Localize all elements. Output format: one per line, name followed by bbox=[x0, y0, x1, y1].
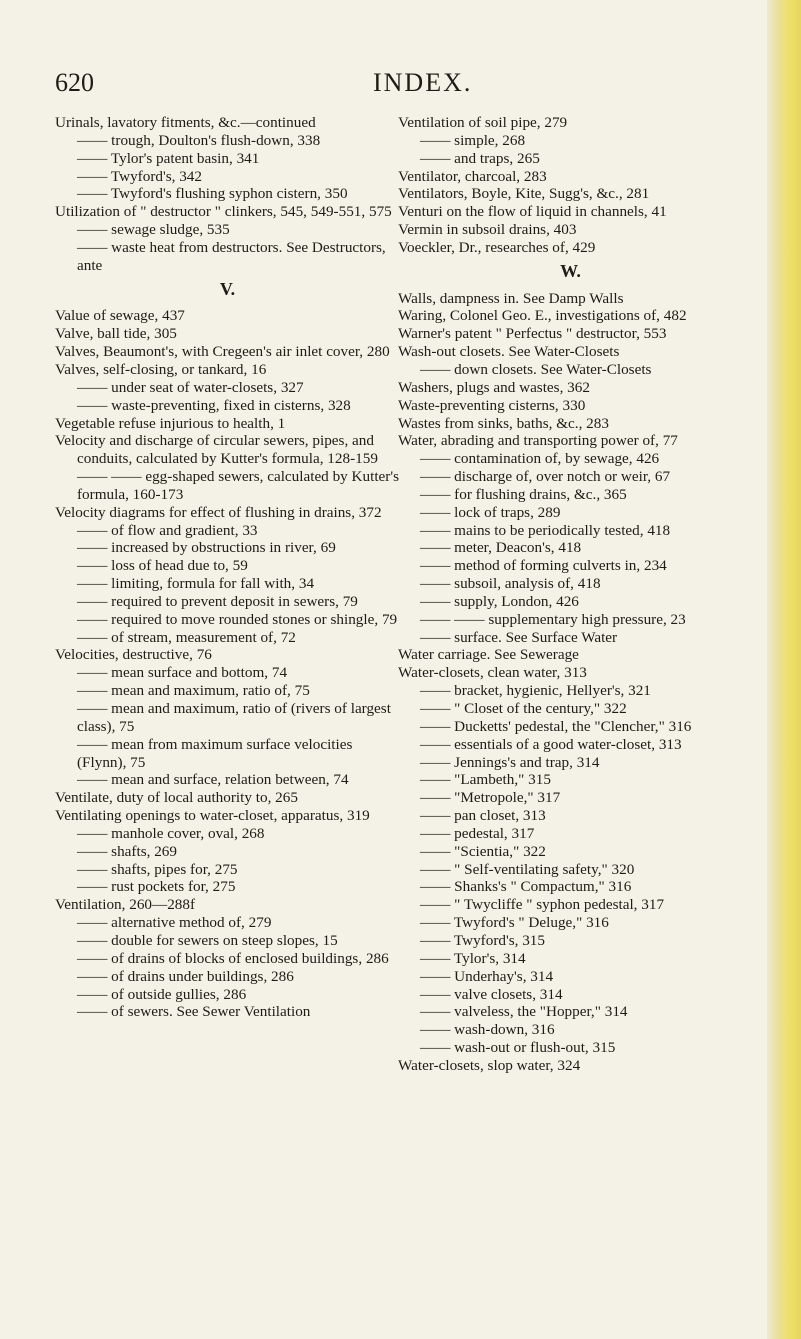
index-subentry: —— Tylor's, 314 bbox=[420, 949, 526, 967]
index-subentry: —— pan closet, 313 bbox=[420, 807, 546, 825]
index-subentry: —— valveless, the "Hopper," 314 bbox=[420, 1003, 628, 1021]
index-subentry: —— Twyford's flushing syphon cistern, 350 bbox=[77, 185, 348, 203]
page-number: 620 bbox=[55, 68, 94, 97]
index-subentry: —— "Scientia," 322 bbox=[420, 842, 546, 860]
page-edge bbox=[767, 0, 801, 1339]
index-subentry: —— required to move rounded stones or shingle, 79 bbox=[77, 610, 398, 628]
index-subentry: —— mean from maximum surface velocities (Flynn), 75 bbox=[77, 735, 357, 771]
index-subentry: —— of drains of blocks of enclosed buildings, 286 bbox=[77, 949, 389, 967]
index-subentry: —— shafts, pipes for, 275 bbox=[77, 860, 238, 878]
index-subentry: —— contamination of, by sewage, 426 bbox=[420, 450, 660, 468]
index-subentry: —— waste-preventing, fixed in cisterns, 328 bbox=[77, 396, 351, 414]
index-subentry: —— Twyford's, 342 bbox=[77, 167, 202, 185]
index-column-left bbox=[55, 114, 403, 1021]
index-subentry: —— sewage sludge, 535 bbox=[77, 221, 230, 239]
section-letter: V. bbox=[219, 278, 236, 299]
index-entry: Urinals, lavatory fitments, &c.—continued bbox=[55, 114, 316, 131]
index-entry: Ventilator, charcoal, 283 bbox=[398, 167, 547, 185]
index-subentry: —— mean and maximum, ratio of, 75 bbox=[77, 682, 310, 700]
index-subentry: —— bracket, hygienic, Hellyer's, 321 bbox=[420, 682, 651, 700]
index-entry: Ventilation of soil pipe, 279 bbox=[398, 114, 568, 131]
index-subentry: —— Shanks's " Compactum," 316 bbox=[420, 878, 632, 896]
index-column-right bbox=[398, 114, 743, 1075]
index-entry: Waring, Colonel Geo. E., investigations of, 482 bbox=[398, 307, 687, 325]
index-subentry: —— mean and maximum, ratio of (rivers of largest class), 75 bbox=[77, 700, 395, 735]
index-entry: Valves, Beaumont's, with Cregeen's air inlet cover, 280 bbox=[55, 343, 390, 361]
index-subentry: —— rust pockets for, 275 bbox=[77, 878, 236, 896]
index-entry: Valves, self-closing, or tankard, 16 bbox=[55, 360, 267, 378]
index-subentry: —— lock of traps, 289 bbox=[420, 503, 561, 521]
index-subentry: —— of drains under buildings, 286 bbox=[77, 967, 294, 985]
page-title: INDEX. bbox=[373, 68, 473, 97]
index-subentry: —— " Self-ventilating safety," 320 bbox=[420, 860, 635, 878]
index-entry: Venturi on the flow of liquid in channels, 41 bbox=[398, 203, 667, 221]
index-entry: Velocities, destructive, 76 bbox=[55, 646, 212, 664]
index-subentry: —— " Twycliffe " syphon pedestal, 317 bbox=[420, 896, 665, 914]
index-subentry: —— "Lambeth," 315 bbox=[420, 771, 551, 789]
index-entry: Ventilators, Boyle, Kite, Sugg's, &c., 281 bbox=[398, 185, 650, 203]
index-entry: Value of sewage, 437 bbox=[55, 307, 185, 325]
index-entry: Water-closets, clean water, 313 bbox=[398, 664, 587, 682]
index-subentry: —— mains to be periodically tested, 418 bbox=[420, 521, 671, 539]
index-subentry: —— loss of head due to, 59 bbox=[77, 557, 248, 575]
index-entry: Valve, ball tide, 305 bbox=[55, 325, 177, 343]
index-entry: Waste-preventing cisterns, 330 bbox=[398, 396, 586, 414]
index-subentry: —— of stream, measurement of, 72 bbox=[77, 628, 296, 646]
index-subentry: —— Twyford's " Deluge," 316 bbox=[420, 914, 609, 932]
index-subentry: —— and traps, 265 bbox=[420, 149, 540, 167]
index-subentry: —— required to prevent deposit in sewers, 79 bbox=[77, 592, 358, 610]
index-entry: Walls, dampness in. See Damp Walls bbox=[398, 289, 624, 307]
index-subentry: —— under seat of water-closets, 327 bbox=[77, 378, 304, 396]
index-subentry: —— pedestal, 317 bbox=[420, 824, 535, 842]
index-entry: Wastes from sinks, baths, &c., 283 bbox=[398, 414, 609, 432]
index-subentry: —— meter, Deacon's, 418 bbox=[420, 539, 582, 557]
index-entry: Ventilate, duty of local authority to, 265 bbox=[55, 789, 298, 807]
index-subentry: —— surface. See Surface Water bbox=[420, 628, 618, 646]
index-subentry: —— —— supplementary high pressure, 23 bbox=[420, 610, 686, 628]
index-entry: Utilization of " destructor " clinkers, 545, 549-551, 575 bbox=[55, 203, 392, 221]
index-entry: Water-closets, slop water, 324 bbox=[398, 1056, 581, 1074]
index-subentry: —— Jennings's and trap, 314 bbox=[420, 753, 600, 771]
index-subentry: —— for flushing drains, &c., 365 bbox=[420, 485, 627, 503]
index-subentry: —— Underhay's, 314 bbox=[420, 967, 554, 985]
index-entry: Water carriage. See Sewerage bbox=[398, 646, 579, 664]
index-entry: Vegetable refuse injurious to health, 1 bbox=[55, 414, 286, 432]
index-subentry: —— waste heat from destructors. See Destructors, ante bbox=[77, 238, 390, 274]
index-entry: Wash-out closets. See Water-Closets bbox=[398, 343, 620, 361]
index-subentry: —— —— egg-shaped sewers, calculated by Kutter's formula, 160-173 bbox=[77, 468, 403, 503]
index-subentry: —— of outside gullies, 286 bbox=[77, 985, 247, 1003]
index-subentry: —— down closets. See Water-Closets bbox=[420, 360, 652, 378]
index-entry: Water, abrading and transporting power of, 77 bbox=[398, 432, 678, 450]
page-header bbox=[55, 68, 755, 102]
index-subentry: —— mean surface and bottom, 74 bbox=[77, 664, 288, 682]
index-entry: Voeckler, Dr., researches of, 429 bbox=[398, 238, 596, 256]
index-subentry: —— Tylor's patent basin, 341 bbox=[77, 149, 260, 167]
index-entry: Velocity diagrams for effect of flushing in drains, 372 bbox=[55, 503, 382, 521]
index-subentry: —— method of forming culverts in, 234 bbox=[420, 557, 667, 575]
index-subentry: —— alternative method of, 279 bbox=[77, 914, 272, 932]
index-subentry: —— "Metropole," 317 bbox=[420, 789, 561, 807]
index-subentry: —— double for sewers on steep slopes, 15 bbox=[77, 931, 338, 949]
section-letter: W. bbox=[560, 260, 581, 281]
index-subentry: —— discharge of, over notch or weir, 67 bbox=[420, 468, 671, 486]
index-entry: Washers, plugs and wastes, 362 bbox=[398, 378, 590, 396]
index-subentry: —— trough, Doulton's flush-down, 338 bbox=[77, 131, 321, 149]
index-subentry: —— supply, London, 426 bbox=[420, 592, 579, 610]
index-entry: Ventilating openings to water-closet, apparatus, 319 bbox=[55, 807, 370, 825]
index-subentry: —— subsoil, analysis of, 418 bbox=[420, 575, 601, 593]
index-subentry: —— of sewers. See Sewer Ventilation bbox=[77, 1003, 311, 1021]
index-subentry: —— essentials of a good water-closet, 313 bbox=[420, 735, 682, 753]
index-subentry: —— shafts, 269 bbox=[77, 842, 177, 860]
index-subentry: —— manhole cover, oval, 268 bbox=[77, 824, 265, 842]
index-subentry: —— " Closet of the century," 322 bbox=[420, 700, 627, 717]
index-entry: Ventilation, 260—288f bbox=[55, 896, 196, 914]
index-subentry: —— simple, 268 bbox=[420, 131, 526, 149]
index-subentry: —— Twyford's, 315 bbox=[420, 931, 545, 949]
index-subentry: —— Ducketts' pedestal, the "Clencher," 316 bbox=[420, 717, 692, 735]
index-entry: Vermin in subsoil drains, 403 bbox=[398, 221, 577, 239]
index-subentry: —— of flow and gradient, 33 bbox=[77, 521, 258, 539]
index-entry: Velocity and discharge of circular sewers, pipes, and conduits, calculated by Kutter's formula, 128-159 bbox=[55, 432, 378, 468]
index-subentry: —— wash-down, 316 bbox=[420, 1021, 555, 1039]
index-subentry: —— limiting, formula for fall with, 34 bbox=[77, 575, 315, 593]
index-subentry: —— wash-out or flush-out, 315 bbox=[420, 1039, 616, 1057]
index-subentry: —— mean and surface, relation between, 74 bbox=[77, 771, 349, 789]
index-subentry: —— increased by obstructions in river, 69 bbox=[77, 539, 336, 557]
index-subentry: —— valve closets, 314 bbox=[420, 985, 563, 1003]
index-entry: Warner's patent " Perfectus " destructor, 553 bbox=[398, 325, 667, 343]
